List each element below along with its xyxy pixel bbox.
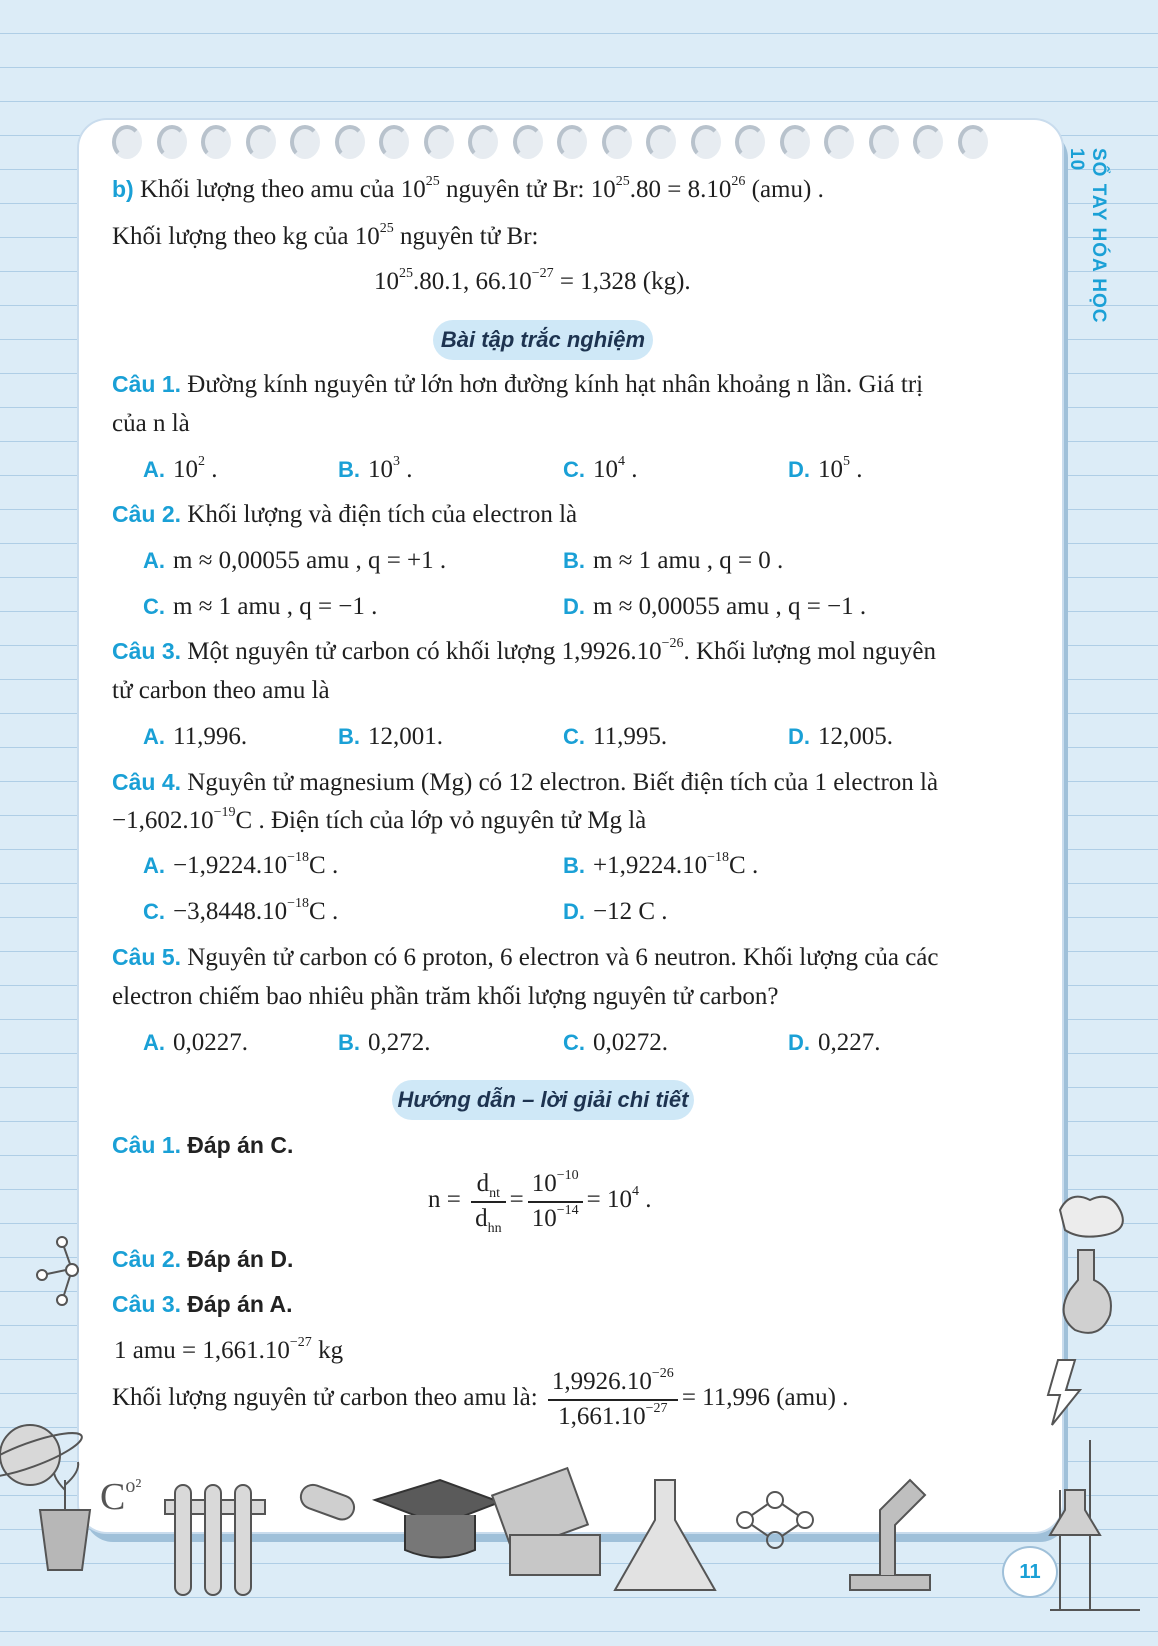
- binding-ring: [468, 125, 498, 159]
- binding-ring: [913, 125, 943, 159]
- fraction-carbon-mass: $\frac{1,9926.10^{-26}}{1,661.10^{-27}}$: [548, 1366, 678, 1433]
- part-b-line-2: Khối lượng theo kg của $10^{25}$ nguyên tử Br:: [112, 221, 539, 250]
- question-4: Câu 4. Nguyên tử magnesium (Mg) có 12 electron. Biết điện tích của 1 electron là: [112, 769, 939, 796]
- part-b-label: b): [112, 176, 134, 202]
- books-icon: [492, 1468, 600, 1575]
- microscope-icon: [850, 1480, 930, 1590]
- binding-ring: [157, 125, 187, 159]
- solution-2: Câu 2. Đáp án D.: [112, 1246, 294, 1272]
- binding-ring: [958, 125, 988, 159]
- binding-ring: [824, 125, 854, 159]
- capsule-icon: [298, 1481, 358, 1522]
- page-number: 11: [1002, 1546, 1058, 1598]
- q4-option-a[interactable]: A. $-1,9224.10^{-18}C$ .: [143, 850, 339, 879]
- fraction-powers: $\frac{10^{-10}}{10^{-14}}$: [528, 1168, 583, 1235]
- q4-option-d[interactable]: D. −12 C .: [563, 898, 668, 925]
- molecule-icon: [737, 1492, 813, 1548]
- binding-ring: [691, 125, 721, 159]
- part-b-line-1: b) Khối lượng theo amu của $10^{25}$ nguyên tử Br: $10^{25}.80 = 8.10^{26}$ (amu) .: [112, 174, 824, 203]
- q1-option-c[interactable]: C. $10^4$ .: [563, 454, 638, 483]
- planet-icon: [0, 1395, 90, 1525]
- q3-option-c[interactable]: C. 11,995.: [563, 723, 668, 750]
- question-1-cont: của n là: [112, 410, 190, 437]
- binding-ring: [379, 125, 409, 159]
- q2-option-c[interactable]: C. m ≈ 1 amu , q = −1 .: [143, 593, 378, 620]
- question-3-cont: tử carbon theo amu là: [112, 677, 330, 704]
- binding-ring: [557, 125, 587, 159]
- binding-ring: [602, 125, 632, 159]
- q2-option-b[interactable]: B. m ≈ 1 amu , q = 0 .: [563, 547, 784, 574]
- solution-3-line-1: 1 amu = $1,661.10^{-27}$ kg: [114, 1335, 344, 1364]
- spiral-binding: [112, 117, 1032, 157]
- question-5-cont: electron chiếm bao nhiêu phần trăm khối lượng nguyên tử carbon?: [112, 983, 779, 1010]
- q5-option-d[interactable]: D. 0,227.: [788, 1029, 881, 1056]
- question-1: Câu 1. Đường kính nguyên tử lớn hơn đường kính hạt nhân khoảng n lần. Giá trị: [112, 371, 924, 398]
- q3-option-a[interactable]: A. 11,996.: [143, 723, 248, 750]
- binding-ring: [513, 125, 543, 159]
- co2-doodle: $C^{o^2}$: [100, 1475, 142, 1518]
- section-quiz-heading: Bài tập trắc nghiệm: [433, 320, 653, 360]
- lab-illustrations: [0, 1440, 1158, 1646]
- q1-option-b[interactable]: B. $10^3$ .: [338, 454, 413, 483]
- binding-ring: [780, 125, 810, 159]
- binding-ring: [424, 125, 454, 159]
- q2-option-d[interactable]: D. m ≈ 0,00055 amu , q = −1 .: [563, 593, 867, 620]
- question-4-cont: $-1,602.10^{-19}C$ . Điện tích của lớp vỏ nguyên tử Mg là: [112, 805, 647, 834]
- q5-option-b[interactable]: B. 0,272.: [338, 1029, 431, 1056]
- q5-option-c[interactable]: C. 0,0272.: [563, 1029, 668, 1056]
- solution-1-formula: n = $\frac{d_{nt}}{d_{hn}}$ = $\frac{10^{-10}}{10^{-14}}$ = $10^4$ .: [428, 1168, 652, 1236]
- question-3: Câu 3. Một nguyên tử carbon có khối lượng $1,9926.10^{-26}$. Khối lượng mol nguyên: [112, 636, 936, 665]
- binding-ring: [735, 125, 765, 159]
- solution-3-line-2: Khối lượng nguyên tử carbon theo amu là: $\frac{1,9926.10^{-26}}{1,661.10^{-27}}$ = 11,996 (amu) .: [112, 1366, 848, 1433]
- flask-icon: [615, 1480, 715, 1590]
- binding-ring: [869, 125, 899, 159]
- q4-option-b[interactable]: B. $+1,9224.10^{-18}C$ .: [563, 850, 759, 879]
- q2-option-a[interactable]: A. m ≈ 0,00055 amu , q = +1 .: [143, 547, 447, 574]
- part-b-line-3: $10^{25}.80.1$, $66.10^{-27} = 1,328$ (kg).: [374, 266, 691, 295]
- binding-ring: [335, 125, 365, 159]
- solution-1: Câu 1. Đáp án C.: [112, 1132, 294, 1158]
- binding-ring: [646, 125, 676, 159]
- side-title: SỔ TAY HÓA HỌC 10: [1066, 148, 1109, 324]
- binding-ring: [246, 125, 276, 159]
- q3-option-b[interactable]: B. 12,001.: [338, 723, 443, 750]
- binding-ring: [112, 125, 142, 159]
- graduation-cap-icon: [375, 1480, 500, 1558]
- fraction-d: $\frac{d_{nt}}{d_{hn}}$: [471, 1168, 506, 1235]
- question-2: Câu 2. Khối lượng và điện tích của electron là: [112, 501, 578, 528]
- section-solution-heading: Hướng dẫn – lời giải chi tiết: [392, 1080, 694, 1120]
- q1-option-a[interactable]: A. $10^2$ .: [143, 454, 218, 483]
- q4-option-c[interactable]: C. $-3,8448.10^{-18}C$ .: [143, 896, 339, 925]
- question-5: Câu 5. Nguyên tử carbon có 6 proton, 6 electron và 6 neutron. Khối lượng của các: [112, 944, 939, 971]
- test-tubes-icon: [165, 1485, 265, 1595]
- binding-ring: [201, 125, 231, 159]
- q1-option-d[interactable]: D. $10^5$ .: [788, 454, 863, 483]
- solution-3: Câu 3. Đáp án A.: [112, 1291, 293, 1317]
- atom-network-icon: [30, 1230, 90, 1310]
- q3-option-d[interactable]: D. 12,005.: [788, 723, 893, 750]
- q5-option-a[interactable]: A. 0,0227.: [143, 1029, 248, 1056]
- binding-ring: [290, 125, 320, 159]
